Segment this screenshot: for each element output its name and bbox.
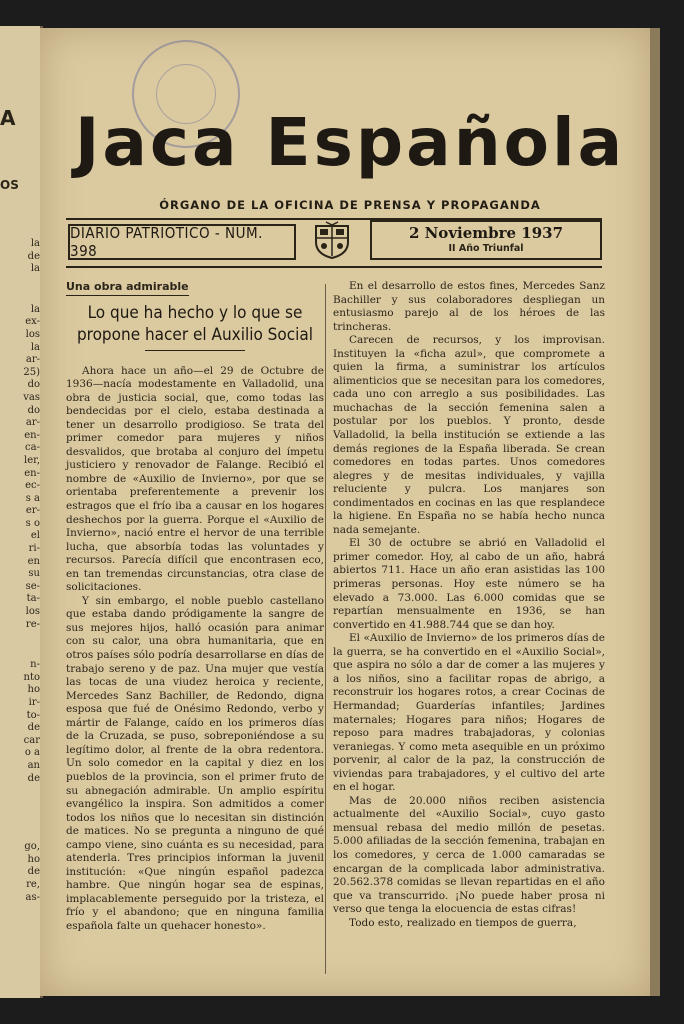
article-paragraph: El 30 de octubre se abrió en Valladolid el primer comedor. Hoy, al cabo de un año, habrá abiertos 711. Hace un año eran asistidas las 100 primeras personas. Hoy este número se ha elevado a 73.000. Las 6.000 comidas que se repartían mensualmente en 1936, se han convertido en 41.988.744 que se dan hoy.: [333, 537, 605, 631]
left-page-fragment: de: [27, 772, 40, 784]
left-page-fragment: la: [30, 238, 40, 249]
left-page-fragment: la: [30, 341, 40, 353]
article-right-column: [333, 280, 605, 930]
article-headline: Lo que ha hecho y lo que se propone hacer el Auxilio Social: [76, 302, 314, 345]
left-page-fragment: ar-: [25, 417, 40, 429]
left-page-fragment: se-: [25, 580, 40, 592]
left-page-fragment: la: [30, 263, 40, 275]
left-page-fragment: s o: [25, 517, 40, 529]
left-page-fragment: ler,: [24, 454, 40, 466]
bottom-rule: [66, 266, 602, 268]
left-page-fragment: su: [28, 568, 40, 580]
left-page-fragment: ho: [27, 853, 40, 865]
adjacent-left-page: [0, 26, 43, 998]
article-paragraph: Y sin embargo, el noble pueblo castellano que estaba dando pródigamente la sangre de sus mejores hijos, halló ocasión para animar con su calor, una obra humanitaria, que en otros países sólo podría desarrollarse en días de trabajo sereno y de paz. Una mujer que vestía las tocas de una viudez heroica y reciente, Mercedes Sanz Bachiller, de Redondo, digna esposa que fué de Onésimo Redondo, verbo y mártir de Falange, caído en los primeros días de la Cruzada, se puso, sobreponiéndose a su legítimo dolor, al frente de la obra redentora. Un solo comedor en la capital y diez en los pueblos de la provincia, son el primer fruto de su abnegación admirable. Un amplio espíritu evangélico la inspira. Son admitidos a comer todos los niños que lo necesitan sin distinción de matices. No se pregunta a ninguno de qué campo viene, sino cuánta es su necesidad, para atenderla. Tres principios informan la juvenil institución: «Que ningún español padezca hambre. Que ningún hogar sea de espinas, implacablemente perseguido por la tristeza, el frío y el abandono; que en ninguna familia española falte un quehacer honesto».: [66, 594, 324, 932]
left-page-fragment: [2, 813, 40, 841]
left-page-fragment: ca-: [25, 442, 40, 454]
left-page-fragment: vas: [23, 391, 40, 403]
column-divider: [325, 284, 326, 974]
left-page-fragment: car: [23, 734, 40, 746]
article-paragraph: Carecen de recursos, y los improvisan. Instituyen la «ficha azul», que compromete a quien la firma, a suministrar los artículos alimenticios que se necesitan para los comedores, cada uno con arreglo a sus posibilidades. Las muchachas de la sección femenina salen a postular por los pueblos. Y pronto, desde Valladolid, la bella institución se extiende a las demás regiones de la España liberada. Se crean comedores en todas partes. Unos comedores alegres y de mesitas individuales, y vajilla reluciente y pulcra. Los manjares son condimentados en cocinas en las que resplandece la higiene. En España no se había hecho nunca nada semejante.: [333, 334, 605, 536]
left-page-fragment: [2, 904, 40, 932]
issue-number: DIARIO PATRIOTICO - NUM. 398: [70, 224, 263, 260]
left-page-subheading: OS: [0, 178, 19, 192]
left-page-fragment: n-: [30, 659, 40, 671]
left-page-fragment: los: [25, 328, 40, 340]
left-page-fragment: o a: [24, 747, 40, 759]
left-page-fragment: ex-: [25, 316, 40, 328]
article-paragraph: En el desarrollo de estos fines, Mercedes Sanz Bachiller y sus colaboradores despliegan un entusiasmo parejo al de los héroes de las trincheras.: [333, 280, 605, 333]
left-page-fragment: en: [27, 555, 40, 567]
coat-of-arms-icon: [310, 220, 354, 264]
left-page-fragment: go,: [24, 841, 40, 853]
left-page-heading: A: [0, 106, 16, 130]
left-page-fragment: los: [25, 606, 40, 618]
left-page-fragment: ri-: [28, 543, 40, 555]
left-page-fragment: to-: [26, 709, 40, 721]
page-edge: [650, 28, 660, 996]
newspaper-title: Jaca Española: [74, 104, 626, 181]
left-page-fragment: ir-: [28, 697, 40, 708]
left-page-fragment: el: [30, 530, 40, 542]
left-page-fragment: [2, 276, 40, 304]
article-paragraph: El «Auxilio de Invierno» de los primeros días de la guerra, se ha convertido en el «Auxilio Social», que aspira no sólo a dar de comer a las mujeres y a los niños, sino a facilitar ropas de abrigo, a reconstruir los hogares rotos, a crear Cocinas de Hermandad; Guarderías infantiles; Jardines maternales; Hogares para niños; Hogares de reposo para madres trabajadoras, y colonias veraniegas. Y como meta asequible en un próximo porvenir, al calor de la paz, la construcción de viviendas para trabajadores, y el cultivo del arte en el hogar.: [333, 632, 605, 794]
left-page-fragment: er-: [25, 505, 40, 517]
left-page-fragment: de: [27, 250, 40, 262]
left-page-fragment: as-: [25, 891, 40, 903]
article-kicker: Una obra admirable: [66, 280, 189, 296]
left-page-fragment: de: [27, 866, 40, 878]
article-paragraph: Todo esto, realizado en tiempos de guerra,: [349, 916, 577, 929]
newspaper-page: [40, 28, 650, 996]
left-page-fragment: [2, 631, 40, 659]
date-box: [370, 220, 602, 260]
left-page-fragment: la: [30, 303, 40, 315]
article-paragraph: Ahora hace un año—el 29 de Octubre de 1936—nacía modestamente en Valladolid, una obra de justicia social, que, como todas las bendecidas por el cielo, estaba destinada a tener un desarrollo prodigioso. Se trata del primer comedor para mujeres y niños desvalidos, que brotaba al conjuro del ímpetu justiciero y renovador de Falange. Recibió el nombre de «Auxilio de Invierno», por que se orientaba preferentemente a prevenir los estragos que el frío iba a causar en los hogares deshechos por la guerra. Porque el «Auxilio de Invierno», nació entre el hervor de una terrible lucha, que absorbía todas las voluntades y recursos. Parecía difícil que encontrasen eco, en tan tremendas circunstancias, otra clase de solicitaciones.: [66, 364, 324, 594]
left-page-fragment: ta-: [26, 593, 40, 605]
left-page-fragment: en-: [24, 429, 40, 441]
headline-rule: [145, 350, 245, 351]
article-left-column: [66, 280, 324, 934]
issue-box: [68, 224, 296, 260]
left-page-fragment: s a: [25, 492, 40, 504]
left-page-fragment: re,: [26, 878, 40, 890]
left-page-fragment: [2, 785, 40, 813]
left-page-fragment: de: [27, 722, 40, 734]
article-paragraph: Mas de 20.000 niños reciben asistencia actualmente del «Auxilio Social», cuyo gasto mensual rebasa del medio millón de pesetas. 5.000 afiliadas de la sección femenina, trabajan en los comedores, y cerca de 1.000 camaradas se encargan de la complicada labor administrativa. 20.562.378 comidas se llevan repartidas en el año que va transcurrido. ¡No puede haber prosa ni verso que tenga la elocuencia de estas cifras!: [333, 794, 605, 916]
left-page-fragment: do: [27, 379, 40, 391]
left-page-fragment: en-: [24, 467, 40, 479]
left-page-fragment: 25): [23, 366, 40, 378]
left-page-fragment: nto: [23, 671, 40, 683]
left-page-fragment: ho: [27, 684, 40, 696]
left-page-fragment: ec-: [25, 480, 40, 492]
left-page-fragment: ar-: [25, 354, 40, 366]
left-page-text-fragments: [2, 238, 40, 932]
left-page-fragment: an: [27, 759, 40, 771]
newspaper-subtitle: ÓRGANO DE LA OFICINA DE PRENSA Y PROPAGANDA: [159, 198, 541, 212]
left-page-fragment: re-: [25, 618, 40, 630]
issue-date: 2 Noviembre 1937: [408, 224, 564, 242]
year-label: II Año Triunfal: [448, 243, 524, 254]
left-page-fragment: do: [27, 404, 40, 416]
